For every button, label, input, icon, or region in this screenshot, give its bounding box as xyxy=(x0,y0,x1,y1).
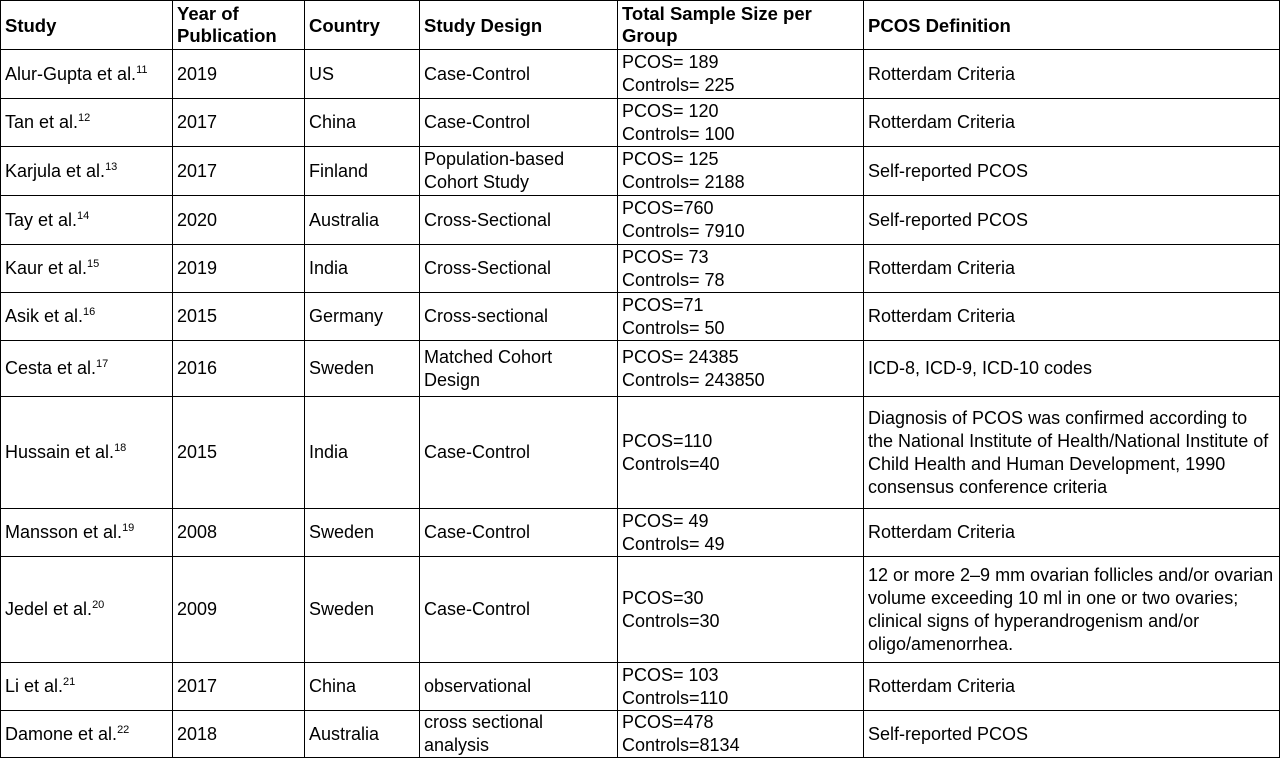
header-sample: Total Sample Size per Group xyxy=(618,1,864,50)
table-row xyxy=(1,147,1280,196)
table-row xyxy=(1,341,1280,397)
header-definition: PCOS Definition xyxy=(864,1,1280,50)
definition-cell: Rotterdam Criteria xyxy=(864,293,1280,341)
year-cell: 2017 xyxy=(173,147,305,196)
reference-number: 19 xyxy=(122,522,135,534)
header-study: Study xyxy=(1,1,173,50)
country-cell: India xyxy=(305,397,420,509)
country-cell: Sweden xyxy=(305,341,420,397)
study-name: Li et al. xyxy=(5,676,64,696)
country-cell: Sweden xyxy=(305,509,420,557)
sample-size-cell: PCOS= 103 Controls=110 xyxy=(618,663,864,711)
year-cell: 2019 xyxy=(173,50,305,99)
design-cell: observational xyxy=(420,663,618,711)
design-cell: Case-Control xyxy=(420,509,618,557)
year-cell: 2015 xyxy=(173,293,305,341)
reference-number: 13 xyxy=(105,160,118,173)
definition-cell: Self-reported PCOS xyxy=(864,196,1280,245)
study-name: Karjula et al. xyxy=(5,160,106,181)
definition-cell: Rotterdam Criteria xyxy=(864,245,1280,293)
study-cell xyxy=(1,99,173,147)
header-country: Country xyxy=(305,1,420,50)
reference-number: 12 xyxy=(78,112,91,124)
country-cell: US xyxy=(305,50,420,99)
study-cell xyxy=(1,245,173,293)
design-cell: Case-Control xyxy=(420,557,618,663)
study-name: Tay et al. xyxy=(5,209,78,230)
definition-cell: Rotterdam Criteria xyxy=(864,99,1280,147)
year-cell: 2015 xyxy=(173,397,305,509)
sample-size-cell: PCOS=30 Controls=30 xyxy=(618,557,864,663)
reference-number: 15 xyxy=(87,258,100,270)
country-cell: China xyxy=(305,663,420,711)
design-cell: Case-Control xyxy=(420,397,618,509)
reference-number: 21 xyxy=(63,676,76,688)
study-cell xyxy=(1,557,173,663)
reference-number: 14 xyxy=(77,209,90,222)
study-name: Hussain et al. xyxy=(5,442,115,462)
study-name: Cesta et al. xyxy=(5,358,97,378)
design-cell: Matched Cohort Design xyxy=(420,341,618,397)
study-cell xyxy=(1,196,173,245)
study-cell xyxy=(1,663,173,711)
design-cell: Cross-Sectional xyxy=(420,196,618,245)
study-cell xyxy=(1,293,173,341)
design-cell: Case-Control xyxy=(420,99,618,147)
country-cell: Australia xyxy=(305,711,420,758)
study-name: Jedel et al. xyxy=(5,599,93,619)
design-cell: Population-based Cohort Study xyxy=(420,147,618,196)
year-cell: 2017 xyxy=(173,663,305,711)
study-name: Asik et al. xyxy=(5,306,84,326)
sample-size-cell: PCOS=71 Controls= 50 xyxy=(618,293,864,341)
study-cell xyxy=(1,147,173,196)
table-row xyxy=(1,99,1280,147)
country-cell: China xyxy=(305,99,420,147)
definition-cell: Self-reported PCOS xyxy=(864,711,1280,758)
study-cell xyxy=(1,509,173,557)
definition-cell: Rotterdam Criteria xyxy=(864,663,1280,711)
design-cell: Cross-Sectional xyxy=(420,245,618,293)
study-name: Alur-Gupta et al. xyxy=(5,63,137,84)
study-name: Tan et al. xyxy=(5,112,79,132)
sample-size-cell: PCOS=110 Controls=40 xyxy=(618,397,864,509)
year-cell: 2016 xyxy=(173,341,305,397)
reference-number: 22 xyxy=(117,723,130,736)
table-row xyxy=(1,557,1280,663)
study-name: Damone et al. xyxy=(5,723,118,744)
table-row xyxy=(1,663,1280,711)
sample-size-cell: PCOS=760 Controls= 7910 xyxy=(618,196,864,245)
header-design: Study Design xyxy=(420,1,618,50)
header-row xyxy=(1,1,1280,50)
sample-size-cell: PCOS= 49 Controls= 49 xyxy=(618,509,864,557)
header-year: Year of Publication xyxy=(173,1,305,50)
reference-number: 18 xyxy=(114,442,127,454)
year-cell: 2009 xyxy=(173,557,305,663)
country-cell: India xyxy=(305,245,420,293)
study-name: Mansson et al. xyxy=(5,522,123,542)
sample-size-cell: PCOS= 73 Controls= 78 xyxy=(618,245,864,293)
reference-number: 16 xyxy=(83,306,96,318)
sample-size-cell: PCOS= 189 Controls= 225 xyxy=(618,50,864,99)
country-cell: Finland xyxy=(305,147,420,196)
study-cell xyxy=(1,50,173,99)
sample-size-cell: PCOS= 125 Controls= 2188 xyxy=(618,147,864,196)
reference-number: 17 xyxy=(96,358,109,370)
reference-number: 11 xyxy=(136,63,148,76)
sample-size-cell: PCOS= 120 Controls= 100 xyxy=(618,99,864,147)
table-row xyxy=(1,711,1280,758)
study-name: Kaur et al. xyxy=(5,258,88,278)
table-row xyxy=(1,293,1280,341)
reference-number: 20 xyxy=(92,599,105,611)
country-cell: Australia xyxy=(305,196,420,245)
design-cell: Case-Control xyxy=(420,50,618,99)
table-row xyxy=(1,397,1280,509)
table-row xyxy=(1,245,1280,293)
sample-size-cell: PCOS=478 Controls=8134 xyxy=(618,711,864,758)
definition-cell: 12 or more 2–9 mm ovarian follicles and/or ovarian volume exceeding 10 ml in one or two ovaries; clinical signs of hyperandrogenism and/or oligo/amenorrhea. xyxy=(864,557,1280,663)
definition-cell: Self-reported PCOS xyxy=(864,147,1280,196)
design-cell: cross sectional analysis xyxy=(420,711,618,758)
country-cell: Germany xyxy=(305,293,420,341)
definition-cell: Rotterdam Criteria xyxy=(864,50,1280,99)
study-cell xyxy=(1,711,173,758)
definition-cell: Diagnosis of PCOS was confirmed according to the National Institute of Health/National Institute of Child Health and Human Development, 1990 consensus conference criteria xyxy=(864,397,1280,509)
year-cell: 2019 xyxy=(173,245,305,293)
year-cell: 2018 xyxy=(173,711,305,758)
year-cell: 2020 xyxy=(173,196,305,245)
sample-size-cell: PCOS= 24385 Controls= 243850 xyxy=(618,341,864,397)
year-cell: 2017 xyxy=(173,99,305,147)
design-cell: Cross-sectional xyxy=(420,293,618,341)
definition-cell: ICD-8, ICD-9, ICD-10 codes xyxy=(864,341,1280,397)
year-cell: 2008 xyxy=(173,509,305,557)
definition-cell: Rotterdam Criteria xyxy=(864,509,1280,557)
table-row xyxy=(1,196,1280,245)
study-cell xyxy=(1,341,173,397)
table-row xyxy=(1,50,1280,99)
country-cell: Sweden xyxy=(305,557,420,663)
study-cell xyxy=(1,397,173,509)
table-row xyxy=(1,509,1280,557)
